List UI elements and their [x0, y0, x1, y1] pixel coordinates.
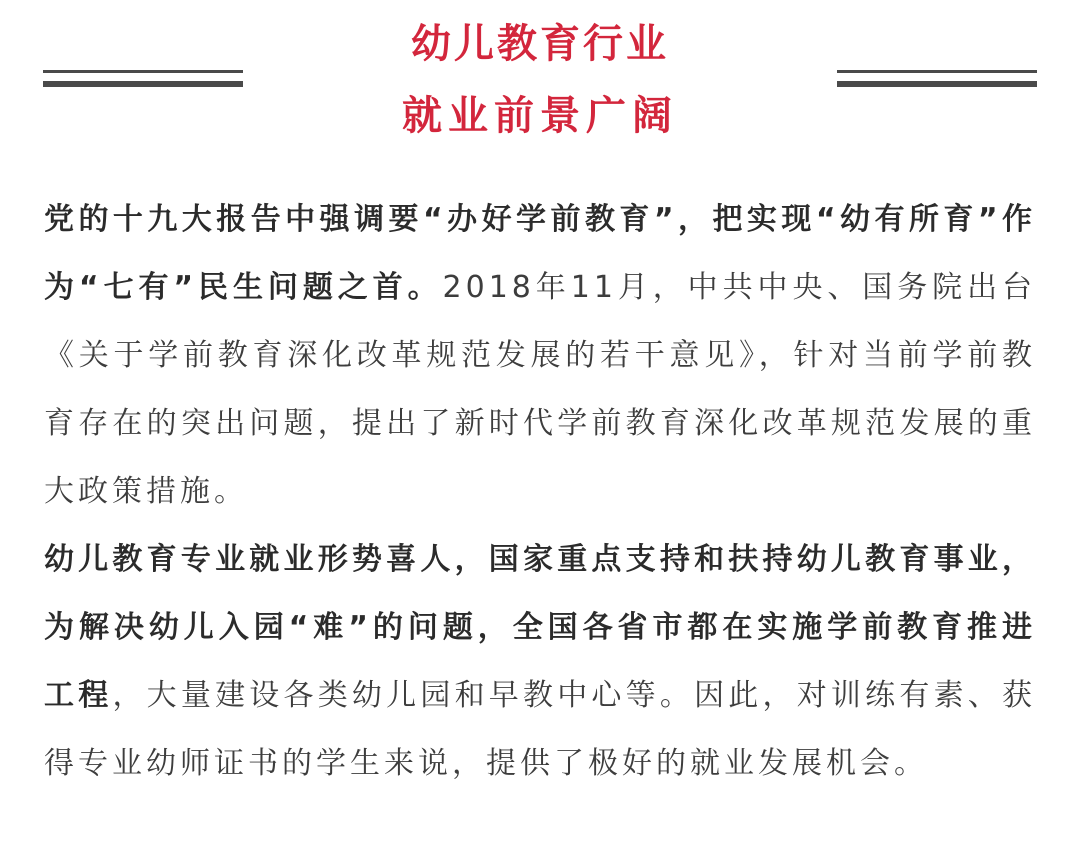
paragraph-bold-lead: 党的十九大报告中强调要“办好学前教育”，把实现“幼有所育”作为“七有”民生问题之首。 — [44, 202, 1036, 305]
page-title-line-1: 幼儿教育行业 — [411, 21, 669, 67]
paragraph-bold-lead: 幼儿教育专业就业形势喜人，国家重点支持和扶持幼儿教育事业，为解决幼儿入园“难”的问题，全国各省市都在实施学前教育推进工程 — [44, 542, 1036, 713]
header — [0, 0, 1080, 160]
rule-thick-line — [43, 81, 243, 87]
paragraph-policy — [44, 186, 1036, 526]
rule-thin-line — [43, 70, 243, 73]
paragraph-text: ，大量建设各类幼儿园和早教中心等。因此，对训练有素、获得专业幼师证书的学生来说，提供了极好的就业发展机会。 — [44, 678, 1037, 781]
rule-thick-line — [837, 81, 1037, 87]
decorative-rule-right — [837, 70, 1037, 92]
page-title-line-2: 就业前景广阔 — [402, 93, 678, 139]
decorative-rule-left — [43, 70, 243, 92]
paragraph-employment — [44, 526, 1036, 798]
rule-thin-line — [837, 70, 1037, 73]
paragraph-text: 2018年11月，中共中央、国务院出台《关于学前教育深化改革规范发展的若干意见》，针对当前学前教育存在的突出问题，提出了新时代学前教育深化改革规范发展的重大政策措施。 — [44, 270, 1036, 509]
article-body — [44, 186, 1036, 798]
